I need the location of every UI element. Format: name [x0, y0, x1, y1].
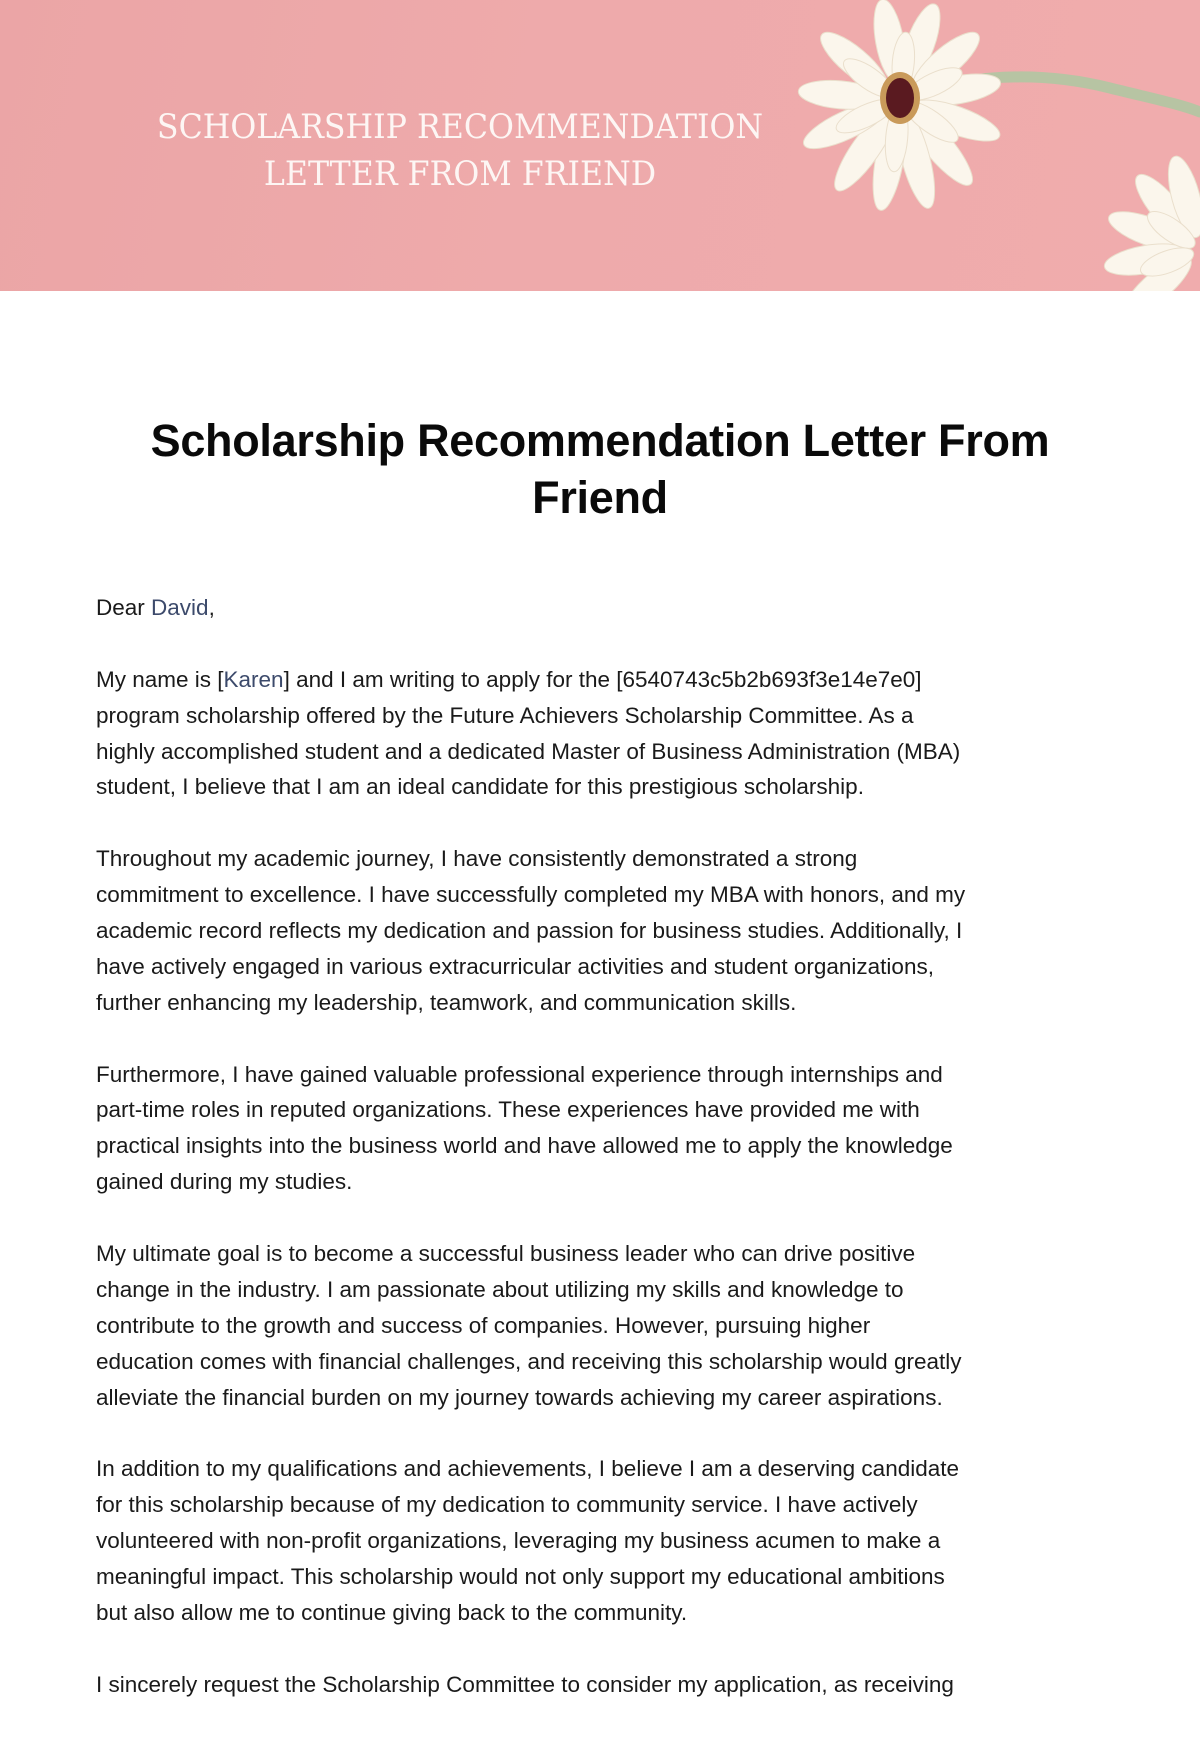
sender-name: Karen — [223, 666, 284, 692]
paragraph-request — [96, 1667, 1116, 1703]
paragraph-community — [96, 1451, 1116, 1630]
salutation-prefix: Dear — [96, 595, 152, 620]
paragraph-line: I sincerely request the Scholarship Committee to consider my application, as receiving — [96, 1671, 954, 1697]
banner-title — [107, 104, 814, 198]
paragraph-line: My ultimate goal is to become a successful business leader who can drive positive — [96, 1241, 916, 1267]
paragraph-intro — [96, 662, 1116, 806]
paragraph-line: have actively engaged in various extracurricular activities and student organizations, — [96, 953, 934, 979]
paragraph-line: further enhancing my leadership, teamwork, and communication skills. — [96, 989, 797, 1015]
paragraph-line: Throughout my academic journey, I have consistently demonstrated a strong — [96, 846, 858, 872]
document-title-line: Scholarship Recommendation Letter From — [150, 415, 1050, 466]
salutation — [96, 590, 1116, 626]
paragraph-experience — [96, 1057, 1116, 1201]
paragraph-line: part-time roles in reputed organizations. These experiences have provided me with — [96, 1097, 920, 1123]
salutation-suffix: , — [208, 595, 215, 620]
paragraph-line: meaningful impact. This scholarship would not only support my educational ambitions — [96, 1564, 945, 1590]
paragraph-line: education comes with financial challenges, and receiving this scholarship would greatly — [96, 1348, 962, 1374]
document-title — [60, 412, 1140, 526]
paragraph-line: for this scholarship because of my dedication to community service. I have actively — [96, 1492, 918, 1518]
paragraph-line: academic record reflects my dedication and passion for business studies. Additionally, I — [96, 918, 963, 944]
paragraph-line: practical insights into the business world and have allowed me to apply the knowledge — [96, 1133, 953, 1159]
paragraph-line: but also allow me to continue giving back to the community. — [96, 1599, 688, 1625]
paragraph-line: highly accomplished student and a dedicated Master of Business Administration (MBA) — [96, 738, 961, 764]
paragraph-line: commitment to excellence. I have successfully completed my MBA with honors, and my — [96, 882, 966, 908]
paragraph-line: alleviate the financial burden on my journey towards achieving my career aspirations. — [96, 1384, 943, 1410]
paragraph-academic — [96, 841, 1116, 1020]
recipient-name: David — [151, 595, 209, 620]
paragraph-line: student, I believe that I am an ideal candidate for this prestigious scholarship. — [96, 774, 864, 800]
paragraph-line: change in the industry. I am passionate about utilizing my skills and knowledge to — [96, 1276, 904, 1302]
paragraph-line: In addition to my qualifications and achievements, I believe I am a deserving candidate — [96, 1456, 960, 1482]
banner-title-line: LETTER FROM FRIEND — [263, 154, 657, 194]
paragraph-line: program scholarship offered by the Future Achievers Scholarship Committee. As a — [96, 702, 914, 728]
banner-title-line: SCHOLARSHIP RECOMMENDATION — [156, 107, 764, 147]
intro-text-b: ] and I am writing to apply for the [6540743c5b2b693f3e14e7e0] — [283, 666, 922, 692]
header-banner — [0, 0, 1200, 291]
paragraph-line: gained during my studies. — [96, 1169, 353, 1195]
intro-text-a: My name is [ — [96, 666, 224, 692]
paragraph-line: Furthermore, I have gained valuable professional experience through internships and — [96, 1061, 943, 1087]
paragraph-line: contribute to the growth and success of companies. However, pursuing higher — [96, 1312, 871, 1338]
paragraph-line: volunteered with non-profit organizations, leveraging my business acumen to make a — [96, 1528, 941, 1554]
paragraph-goals — [96, 1236, 1116, 1415]
letter-body — [96, 590, 1116, 1739]
document-title-line: Friend — [532, 472, 668, 523]
